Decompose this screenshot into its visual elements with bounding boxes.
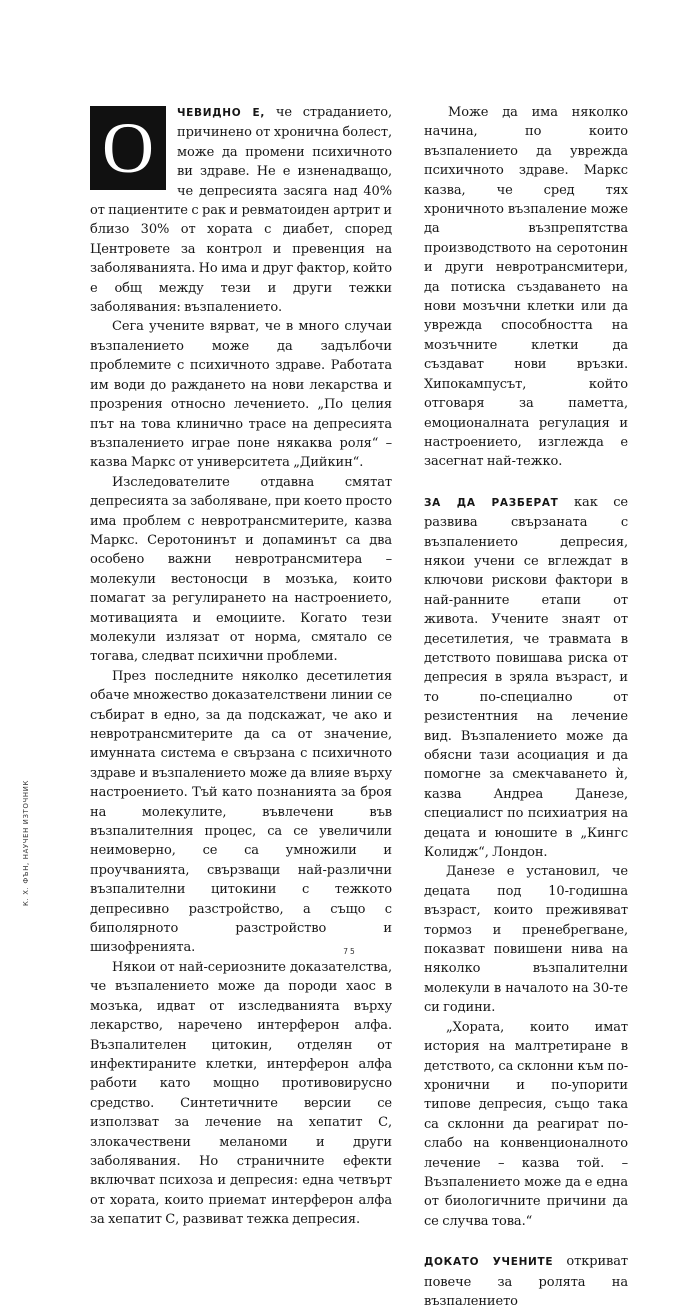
section-lead-in: ЗА ДА РАЗБЕРАТ bbox=[424, 496, 559, 509]
opening-paragraph bbox=[90, 103, 392, 317]
body-paragraph: „Хората, които имат история на малтретиране в детството, са склонни към по-хронични и по-упорити типове депресия, също така са склонни да реагират по-слабо на конвенционалното лечение – казва той. – Възпалението може да е една от биологичните причини да се случва това.“ bbox=[424, 1019, 628, 1229]
section-text: как се развива свързаната с възпалението депресия, някои учени се вглеждат в ключови рискови фактори в най-ранните етапи от живота. Учените знаят от десетилетия, че травмата в детството повишава риска от депресия в зряла възраст, и то по-специално от резистентния на лечение вид. Възпалението може да обясни тази асоциация и да помогне за смекчаването ѝ, казва Андреа Данезе, специалист по психиатрия на децата и юношите в „Кингс Колидж“, Лондон. bbox=[424, 494, 628, 861]
section-text: откриват повече за ролята на възпалението bbox=[424, 1254, 628, 1309]
photo-credit: К. Х. ФЪН, НАУЧЕН ИЗТОЧНИК bbox=[22, 779, 30, 906]
section-lead-in: ДОКАТО УЧЕНИТЕ bbox=[424, 1256, 554, 1269]
section-gap bbox=[424, 1231, 628, 1252]
section-paragraph bbox=[424, 493, 628, 863]
body-paragraph: През последните няколко десетилетия обаче множество доказателствени линии се събират в едно, за да подскажат, че ако и невротрансмитерите да са от значение, имунната система е свързана с психичното здраве и възпалението може да влияе върху настроението. Тъй като познанията за броя на молекулите, въвлечени във възпалителния процес, са се увеличили неимоверно, се са умножили и проучванията, свързващи най-различни възпалителни цитокини с тежкото депресивно разстройство, а също с биполярното разстройство и шизофренията. bbox=[90, 668, 392, 956]
body-paragraph: Данезе е установил, че децата под 10-годишна възраст, които преживяват тормоз и пренебрегване, показват повишени нива на няколко възпалителни молекули в началото на 30-те си години. bbox=[424, 864, 628, 1016]
right-column bbox=[424, 103, 628, 1311]
left-column bbox=[90, 103, 392, 1230]
body-paragraph: Изследователите отдавна смятат депресията за заболяване, при което просто има проблем с невротрансмитерите, казва Маркс. Серотонинът и допаминът са два особено важни невротрансмитера – молекули вестоносци в мозъка, които помагат за регулирането на настроението, мотивацията и емоциите. Когато тези молекули излязат от норма, смятало се тогава, следват психични проблеми. bbox=[90, 474, 392, 665]
drop-cap-letter: О bbox=[102, 108, 154, 188]
drop-cap bbox=[90, 106, 166, 190]
body-paragraph: Сега учените вярват, че в много случаи възпалението може да задълбочи проблемите с психичното здраве. Работата им води до раждането на нови лекарства и прозрения относно лечението. „По целия път на това клинично трасе на депресията възпалението играе поне някаква роля“ – казва Маркс от университета „Дийкин“. bbox=[90, 319, 392, 471]
page-number: 75 bbox=[343, 947, 357, 956]
section-paragraph bbox=[424, 1252, 628, 1311]
lead-in: ЧЕВИДНО Е, bbox=[177, 107, 266, 119]
body-paragraph: Някои от най-сериозните доказателства, че възпалението може да породи хаос в мозъка, идват от изследванията върху лекарство, наречено интерферон алфа. Възпалителен цитокин, отделян от инфектираните клетки, интерферон алфа работи като мощно противовирусно средство. Синтетичните версии се използват за лечение на хепатит С, злокачествени меланоми и други заболявания. Но страничните ефекти включват психоза и депресия: една четвърт от хората, които приемат интерферон алфа за хепатит С, развиват тежка депресия. bbox=[90, 959, 392, 1228]
opening-text: че страданието, причинено от хронична болест, може да промени психичното ви здраве. Не е изненадващо, че депресията засяга над 40% от пациентите с рак и ревматоиден артрит и близо 30% от хората с диабет, според Центровете за контрол и превенция на заболяванията. Но има и друг фактор, който е общ между тези и други тежки заболявания: възпалението. bbox=[90, 105, 392, 316]
section-gap bbox=[424, 472, 628, 493]
body-paragraph: Може да има няколко начина, по които възпалението да уврежда психичното здраве. Маркс казва, че сред тях хроничното възпаление може да възпрепятства производството на серотонин и други невротрансмитери, да потиска създаването на нови мозъчни клетки или да уврежда способността на мозъчните клетки да създават нови връзки. Хипокампусът, който отговаря за паметта, емоционалната регулация и настроението, изглежда е засегнат най-тежко. bbox=[424, 105, 628, 470]
